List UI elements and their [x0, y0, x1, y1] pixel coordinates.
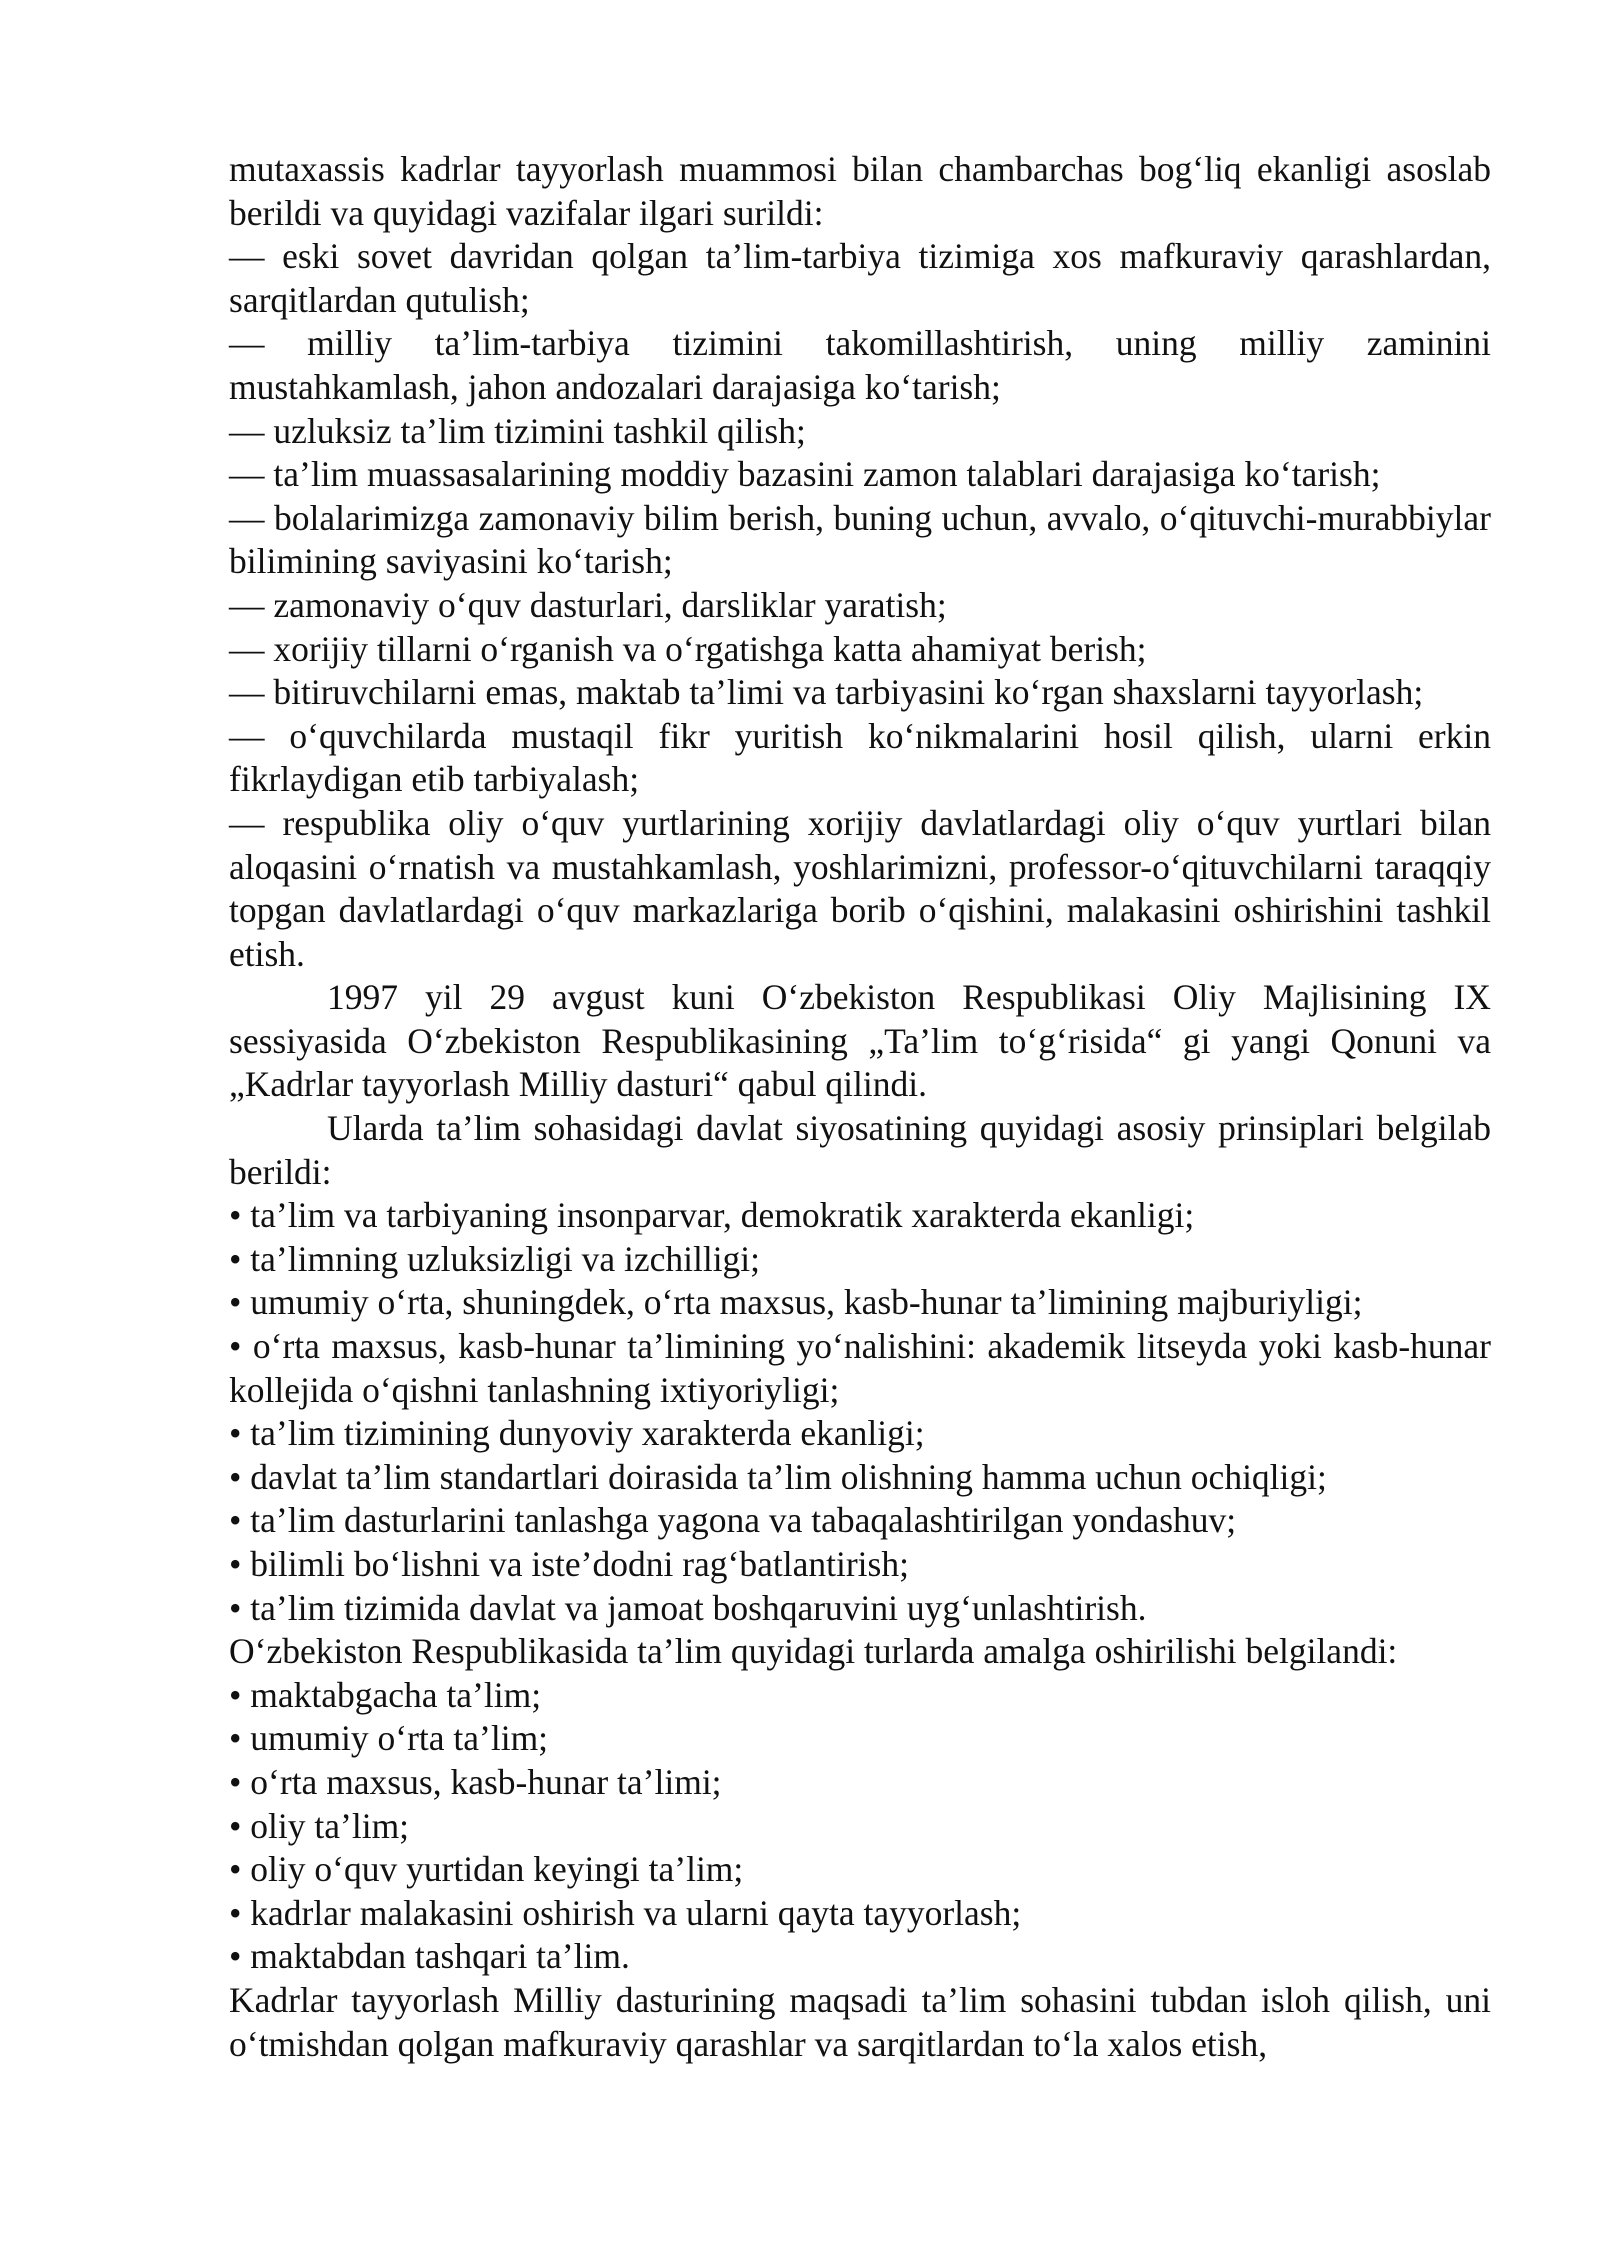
principle-item: • ta’lim va tarbiyaning insonparvar, demokratik xarakterda ekanligi;	[229, 1195, 1195, 1236]
intro-paragraph: mutaxassis kadrlar tayyorlash muammosi bilan chambarchas bog‘liq ekanligi asoslab berildi va quyidagi vazifalar ilgari surildi:	[229, 149, 1491, 233]
types-list	[229, 1674, 1491, 1979]
principle-item: • ta’limning uzluksizligi va izchilligi;	[229, 1238, 761, 1279]
principle-item: • ta’lim tizimida davlat va jamoat boshqaruvini uyg‘unlashtirish.	[229, 1587, 1147, 1628]
type-item: • oliy o‘quv yurtidan keyingi ta’lim;	[229, 1849, 744, 1890]
tasks-list	[229, 235, 1491, 976]
task-item: — milliy ta’lim-tarbiya tizimini takomillashtirish, uning milliy zaminini mustahkamlash, jahon andozalari darajasiga ko‘tarish;	[229, 323, 1491, 407]
principle-item: • ta’lim dasturlarini tanlashga yagona va tabaqalashtirilgan yondashuv;	[229, 1500, 1237, 1541]
task-item: — ta’lim muassasalarining moddiy bazasini zamon talablari darajasiga ko‘tarish;	[229, 454, 1381, 495]
document-page	[229, 148, 1491, 2066]
principles-intro: Ularda ta’lim sohasidagi davlat siyosatining quyidagi asosiy prinsiplari belgilab berildi:	[229, 1108, 1491, 1192]
type-item: • kadrlar malakasini oshirish va ularni qayta tayyorlash;	[229, 1892, 1022, 1933]
principle-item: • davlat ta’lim standartlari doirasida ta’lim olishning hamma uchun ochiqligi;	[229, 1456, 1327, 1497]
law-paragraph: 1997 yil 29 avgust kuni O‘zbekiston Respublikasi Oliy Majlisining IX sessiyasida O‘zbekiston Respublikasining „Ta’lim to‘g‘risida“ gi yangi Qonuni va „Kadrlar tayyorlash Milliy dasturi“ qabul qilindi.	[229, 977, 1491, 1105]
principle-item: • ta’lim tizimining dunyoviy xarakterda ekanligi;	[229, 1413, 925, 1454]
type-item: • maktabdan tashqari ta’lim.	[229, 1936, 630, 1977]
principle-item: • umumiy o‘rta, shuningdek, o‘rta maxsus, kasb-hunar ta’limining majburiyligi;	[229, 1282, 1363, 1323]
task-item: — eski sovet davridan qolgan ta’lim-tarbiya tizimiga xos mafkuraviy qarashlardan, sarqitlardan qutulish;	[229, 236, 1491, 320]
closing-paragraph: Kadrlar tayyorlash Milliy dasturining maqsadi ta’lim sohasini tubdan isloh qilish, uni o‘tmishdan qolgan mafkuraviy qarashlar va sarqitlardan to‘la xalos etish,	[229, 1979, 1491, 2064]
task-item: — xorijiy tillarni o‘rganish va o‘rgatishga katta ahamiyat berish;	[229, 628, 1147, 669]
task-item: — respublika oliy o‘quv yurtlarining xorijiy davlatlardagi oliy o‘quv yurtlari bilan aloqasini o‘rnatish va mustahkamlash, yoshlarimizni, professor-o‘qituvchilarni taraqqiy topgan davlatlardagi o‘quv markazlariga borib o‘qishini, malakasini oshirishini tashkil etish.	[229, 802, 1491, 974]
type-item: • o‘rta maxsus, kasb-hunar ta’limi;	[229, 1761, 722, 1802]
task-item: — bitiruvchilarni emas, maktab ta’limi va tarbiyasini ko‘rgan shaxslarni tayyorlash;	[229, 672, 1424, 713]
task-item: — uzluksiz ta’lim tizimini tashkil qilish;	[229, 410, 806, 451]
principle-item: • o‘rta maxsus, kasb-hunar ta’limining yo‘nalishini: akademik litseyda yoki kasb-hunar kollejida o‘qishni tanlashning ixtiyoriyligi;	[229, 1326, 1491, 1410]
task-item: — o‘quvchilarda mustaqil fikr yuritish ko‘nikmalarini hosil qilish, ularni erkin fikrlaydigan etib tarbiyalash;	[229, 715, 1491, 800]
task-item: — bolalarimizga zamonaviy bilim berish, buning uchun, avvalo, o‘qituvchi-murabbiylar bilimining saviyasini ko‘tarish;	[229, 497, 1491, 582]
types-intro: O‘zbekiston Respublikasida ta’lim quyidagi turlarda amalga oshirilishi belgilandi:	[229, 1631, 1398, 1672]
type-item: • maktabgacha ta’lim;	[229, 1674, 542, 1715]
task-item: — zamonaviy o‘quv dasturlari, darsliklar yaratish;	[229, 584, 947, 625]
principle-item: • bilimli bo‘lishni va iste’dodni rag‘batlantirish;	[229, 1544, 909, 1584]
principles-list	[229, 1194, 1491, 1630]
type-item: • umumiy o‘rta ta’lim;	[229, 1718, 549, 1759]
type-item: • oliy ta’lim;	[229, 1805, 410, 1846]
